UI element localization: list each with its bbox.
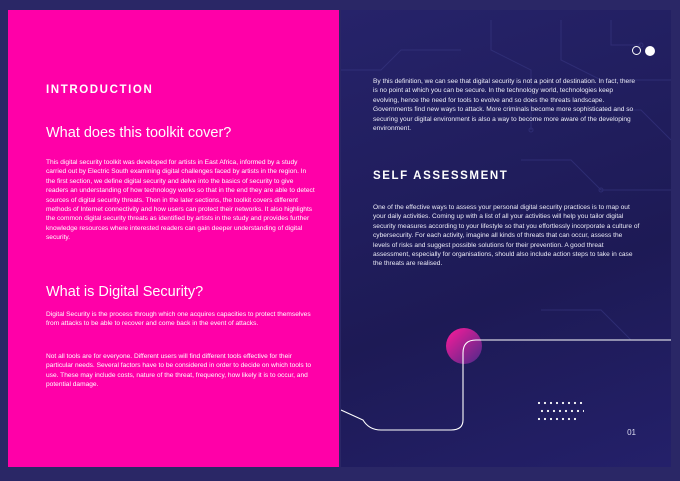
dot-grid-decoration xyxy=(536,400,584,424)
grid-dot xyxy=(538,418,540,420)
grid-dot xyxy=(556,418,558,420)
grid-dot xyxy=(550,418,552,420)
grid-dot xyxy=(574,418,576,420)
digital-security-paragraph: Digital Security is the process through which one acquires capacities to protect themselves from attacks to be able to recover and come back in the event of attacks. xyxy=(46,311,311,328)
page-indicator-dots xyxy=(632,46,655,56)
grid-dot xyxy=(568,418,570,420)
introduction-heading: INTRODUCTION xyxy=(46,84,154,96)
self-assessment-paragraph: One of the effective ways to assess your personal digital security practices is to map out your daily activities. Coming up with a list of all your activities will help you tailor digital security measures according to your lifestyle so that you effortlessly incorporate a culture of cybersecurity. For each activity, imagine all kinds of threats that can occur, assess the levels of risks and suggest possible solutions for their prevention. A good threat assessment, especially for organisations, should also include action steps to take in case the threats are realised. xyxy=(373,204,640,268)
white-circuit-line xyxy=(341,340,671,430)
grid-dot xyxy=(571,410,573,412)
definition-paragraph: By this definition, we can see that digital security is not a point of destination. In fact, there is no point at which you can be secure. In the technology world, technologies keep evolving, hence the need for tools to evolve and so does the threats landscape. Governments find new ways to attack. More criminals become more sophisticated and so securing your digital environment is also a way to become more aware of the developing environment. xyxy=(373,78,636,133)
grid-dot xyxy=(550,402,552,404)
grid-dot xyxy=(538,402,540,404)
grid-dot xyxy=(541,410,543,412)
grid-dot xyxy=(562,402,564,404)
self-assessment-heading: SELF ASSESSMENT xyxy=(373,170,509,182)
digital-security-heading: What is Digital Security? xyxy=(46,284,204,300)
grid-dot xyxy=(562,418,564,420)
grid-dot xyxy=(553,410,555,412)
grid-dot xyxy=(556,402,558,404)
toolkit-cover-heading: What does this toolkit cover? xyxy=(46,125,232,141)
toolkit-paragraph: This digital security toolkit was developed for artists in East Africa, informed by a study carried out by Electric South examining digital challenges faced by artists in the region. In the first section, we define digital security and delve into the basics of security to give readers an understanding of how technology works so that in the end they are able to detect sources of digital security threats. Then in the later sections, the toolkit covers different methods of Internet connectivity and how users can protect their networks. It also highlights the common digital security threats as identified by artists in the study and provides further knowledge resources where interested readers can gain deeper understanding of digital security. xyxy=(46,159,315,242)
grid-dot xyxy=(583,410,584,412)
grid-dot xyxy=(544,418,546,420)
grid-dot xyxy=(580,402,582,404)
grid-dot xyxy=(544,402,546,404)
grid-dot xyxy=(568,402,570,404)
grid-dot xyxy=(547,410,549,412)
right-page xyxy=(341,10,671,467)
grid-dot xyxy=(565,410,567,412)
grid-dot xyxy=(559,410,561,412)
page-number: 01 xyxy=(627,428,636,437)
grid-dot xyxy=(574,402,576,404)
grid-dot xyxy=(577,410,579,412)
left-page xyxy=(8,10,339,467)
tools-paragraph: Not all tools are for everyone. Different users will find different tools effective for their particular needs. Several factors have to be considered in order to decide on which tools to use. These may include costs, nature of the threat, frequency, how likely it is to occur, and potential damage. xyxy=(46,353,312,389)
outline-dot-icon xyxy=(632,46,641,55)
filled-dot-icon xyxy=(645,46,655,56)
